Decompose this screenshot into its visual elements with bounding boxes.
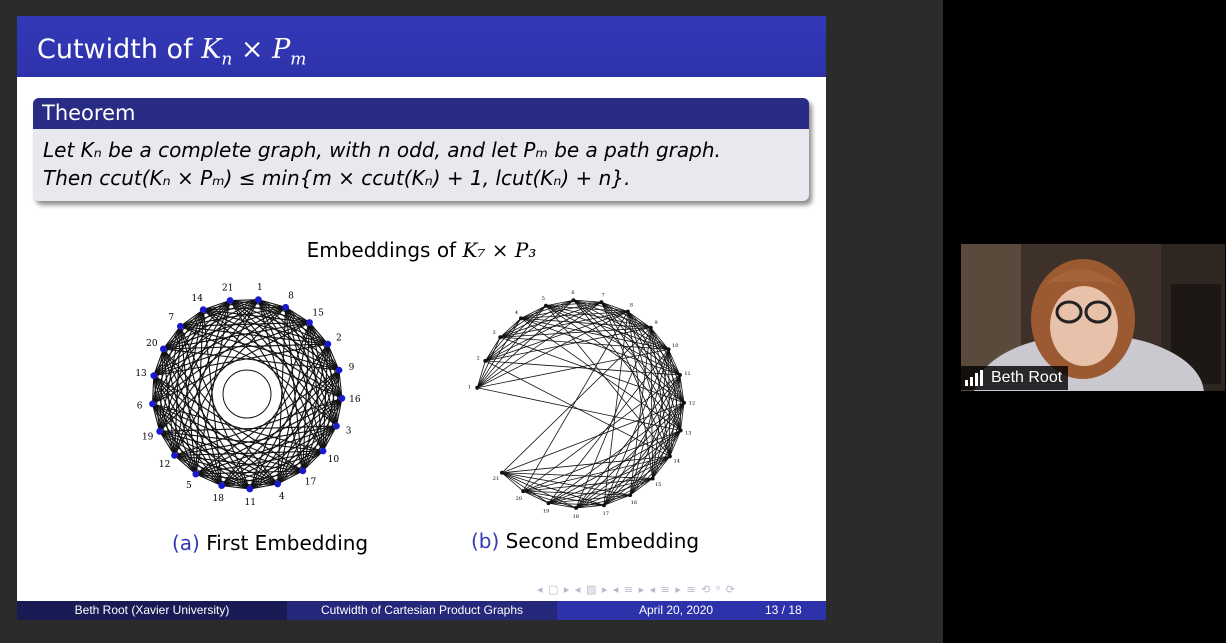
graph-edge [500,337,668,349]
graph-node [218,482,225,489]
graph-node-label: 8 [288,291,294,302]
caption-b: (b) Second Embedding [471,529,700,553]
graph-node-label: 1 [467,384,471,391]
graph-node-label: 15 [655,482,662,489]
slide-title-text: Cutwidth of [37,34,193,65]
graph-node [274,481,281,488]
graph-edge [502,473,576,508]
graph-node [282,304,289,311]
graph-node [255,296,262,303]
graph-node-label: 9 [654,319,658,326]
first-embedding-graph [117,281,362,511]
graph-node-label: 7 [601,292,605,299]
graph-node [171,452,178,459]
graph-node [160,346,167,353]
graph-node-label: 19 [141,432,154,443]
graph-node [500,471,504,475]
graph-node [299,467,306,474]
graph-node [544,304,548,308]
graph-node-label: 18 [212,494,224,505]
graph-node-label: 12 [688,400,696,407]
graph-node [574,506,578,510]
graph-node-label: 4 [279,492,285,503]
graph-node-label: 17 [602,510,609,517]
graph-node [156,428,163,435]
graph-node [682,401,686,405]
graph-node [498,335,502,339]
graph-node [519,316,523,320]
graph-edge [500,300,573,337]
graph-node-label: 9 [348,362,355,373]
graph-node [649,326,653,330]
footer-page-number: 13 / 18 [765,603,802,617]
graph-edge [477,306,546,388]
graph-node-label: 7 [168,313,175,324]
graph-node [306,319,313,326]
graph-edge [669,349,684,402]
graph-node-label: 12 [158,459,171,470]
graph-node [320,448,327,455]
graph-node-label: 6 [571,290,575,297]
theorem-body [33,129,809,192]
graph-node-label: 6 [136,401,143,412]
graph-node [336,367,343,374]
graph-node-label: 21 [492,476,500,483]
graph-a-center-hole [223,370,271,418]
graph-edge [523,456,670,491]
graph-node [602,503,606,507]
graph-node [246,486,253,493]
graph-node [339,395,346,402]
graph-node-label: 1 [257,282,263,293]
graph-node-label: 20 [515,495,522,502]
signal-strength-icon [965,370,987,386]
graph-node-label: 14 [191,294,204,305]
participant-name: Beth Root [991,369,1063,386]
graph-node-label: 11 [684,370,691,377]
graph-node-label: 11 [244,497,256,508]
graph-node-label: 15 [312,308,324,319]
theorem-line-1: Let Kₙ be a complete graph, with n odd, and let Pₘ be a path graph. [43,138,721,162]
graph-node [200,306,207,313]
graph-node-label: 10 [327,454,340,465]
graph-edge [630,349,668,495]
graph-node [546,501,550,505]
graph-node [150,372,157,379]
footer-date-page [557,601,826,620]
graph-node [667,347,671,351]
graph-node-label: 2 [476,355,480,362]
graph-node-label: 3 [492,330,496,337]
graph-node [475,386,479,390]
title-math: $K_n \times P_m$ [201,34,307,70]
graph-node-label: 16 [630,500,638,507]
graph-node [668,454,672,458]
graph-node [227,297,234,304]
graph-edge [477,300,573,388]
presentation-slide [17,16,826,620]
graph-node [651,476,655,480]
graph-edge [502,473,630,495]
footer-author: Beth Root (Xavier University) [17,601,287,620]
graph-node [628,493,632,497]
graph-node-label: 2 [336,333,342,344]
graph-edge [477,318,521,387]
graph-edge [680,375,681,431]
slide-title [37,34,306,69]
graph-node-label: 16 [349,394,361,405]
graph-node [149,400,156,407]
graph-node [599,300,603,304]
graph-node-label: 8 [629,302,634,309]
graph-node [626,310,630,314]
graph-node-label: 5 [541,296,545,303]
graph-node [324,341,331,348]
graph-node-label: 4 [514,309,519,316]
footer-date: April 20, 2020 [639,603,714,617]
graph-node-label: 5 [185,480,192,491]
graph-edge [521,306,546,319]
slide-footer [17,601,826,620]
beamer-navigation-icons[interactable]: ◂ ▢ ▸ ◂ ▨ ▸ ◂ ≡ ▸ ◂ ≡ ▸ ≡ ⟲ ᵅ ⟳ [537,583,736,596]
graph-edge [502,473,653,479]
graph-edge [601,302,669,456]
graph-node-label: 19 [542,508,550,515]
graph-node-label: 18 [572,513,579,520]
graph-node-label: 13 [685,430,692,437]
graph-node [571,298,575,302]
graph-node-label: 20 [146,338,158,349]
graph-node [521,489,525,493]
graph-node [192,471,199,478]
embeddings-title: Embeddings of K₇ × P₃ [306,238,537,262]
second-embedding-graph [462,286,697,521]
graph-node-label: 21 [222,283,234,294]
slide-header-bar [17,16,826,77]
graph-node-label: 10 [672,343,679,350]
theorem-heading: Theorem [33,98,809,129]
graph-node [177,323,184,330]
graph-node [333,423,340,430]
theorem-block [33,98,809,201]
graph-node-label: 14 [673,458,680,465]
theorem-line-2: Then ccut(Kₙ × Pₘ) ≤ min{m × ccut(Kₙ) + 1, lcut(Kₙ) + n}. [43,166,631,190]
caption-a: (a) First Embedding [172,531,369,555]
graph-node [679,428,683,432]
graph-node [483,359,487,363]
graph-node-label: 3 [345,426,352,437]
graph-node [678,373,682,377]
graph-edge [278,451,323,484]
graph-node-label: 17 [304,477,317,488]
footer-talk-title: Cutwidth of Cartesian Product Graphs [287,601,557,620]
graph-node-label: 13 [135,369,147,380]
participant-name-tag [961,366,1068,390]
